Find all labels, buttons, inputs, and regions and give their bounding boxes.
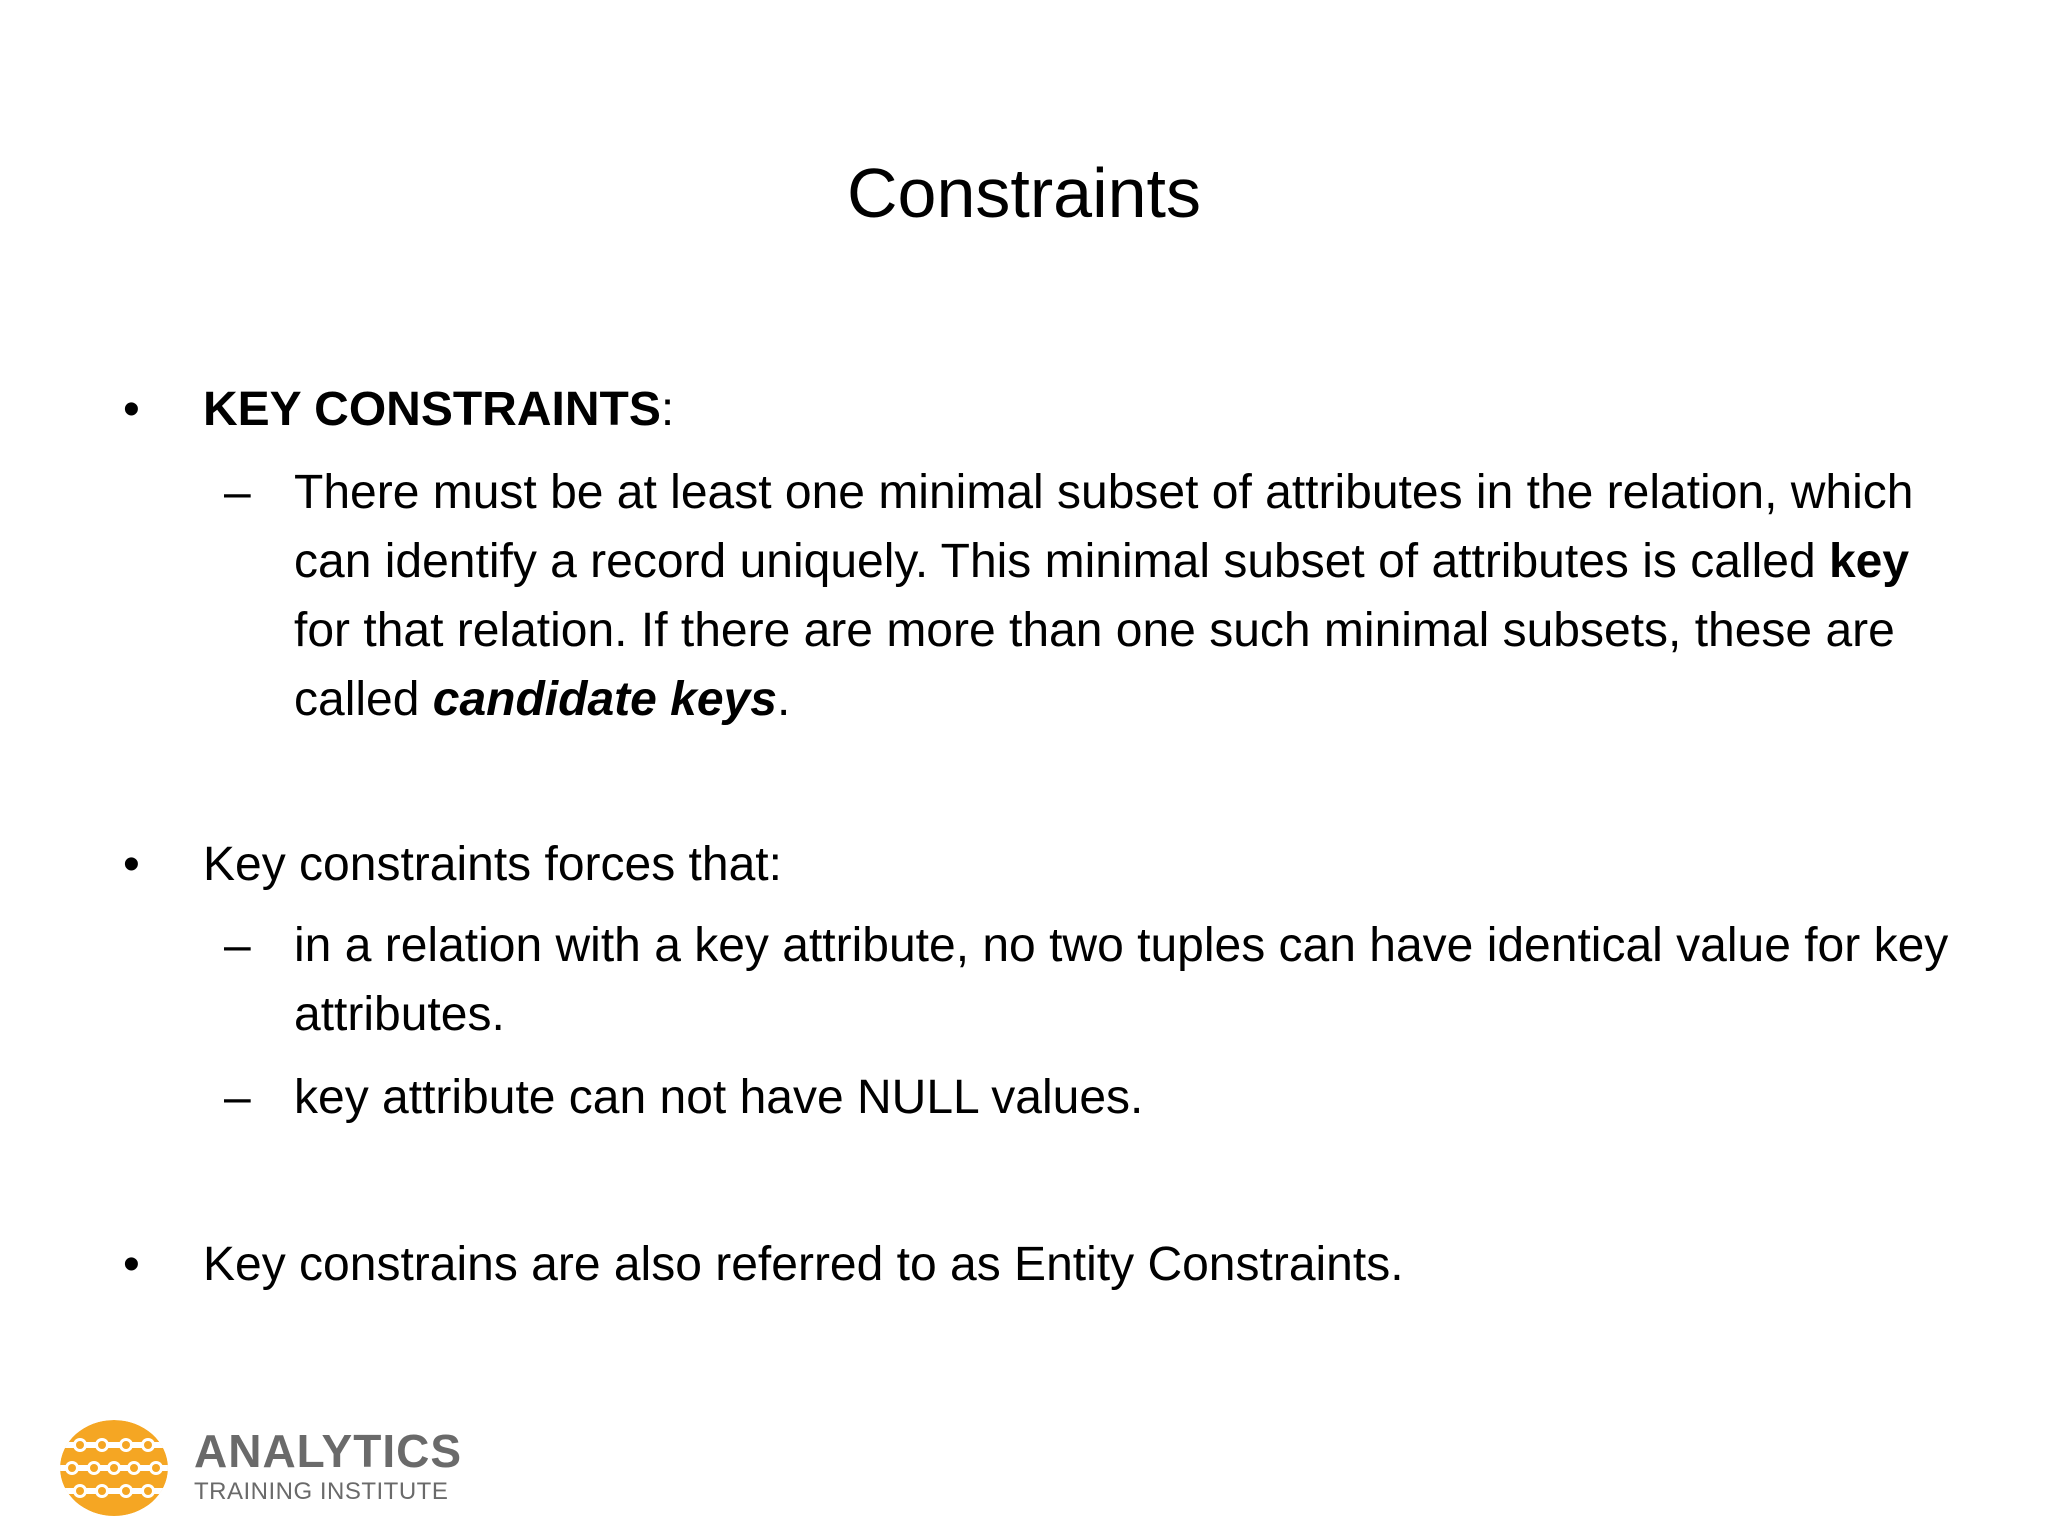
sub-bullet-text: key attribute can not have NULL values. [294, 1071, 1144, 1124]
dash-marker: – [224, 466, 251, 519]
sub-bullet-no-null [224, 1063, 1974, 1132]
logo-mark-icon [58, 1418, 170, 1518]
sub-bullet-text: in a relation with a key attribute, no two tuples can have identical value for key attributes. [294, 919, 1949, 1041]
bullet-dot: • [123, 838, 140, 891]
bullet-key-constraints [123, 375, 1943, 444]
bullet-key-constraints-forces [123, 830, 1943, 899]
term-key: key [1828, 535, 1910, 588]
bullet-text: Key constrains are also referred to as Entity Constraints. [203, 1238, 1404, 1291]
bullet-dot: • [123, 383, 140, 436]
bullet-text: Key constraints forces that: [203, 838, 782, 891]
definition-text-part2: for that relation. If there are more than one such minimal subsets, these are called [294, 604, 1895, 726]
term-candidate-keys: candidate keys [432, 673, 777, 726]
bullet-heading-suffix: : [660, 383, 675, 436]
slide-title: Constraints [846, 154, 1202, 232]
logo-tagline: TRAINING INSTITUTE [194, 1478, 449, 1505]
definition-text-part3: . [776, 673, 791, 726]
logo-name: ANALYTICS [194, 1425, 462, 1477]
sub-bullet-no-identical-tuples [224, 911, 1974, 1049]
sub-bullet-key-definition [224, 458, 1974, 734]
logo-wordmark [194, 1426, 494, 1516]
company-logo [58, 1418, 478, 1518]
bullet-entity-constraints [123, 1230, 1943, 1299]
bullet-heading: KEY CONSTRAINTS [203, 383, 661, 436]
dash-marker: – [224, 919, 251, 972]
bullet-dot: • [123, 1238, 140, 1291]
dash-marker: – [224, 1071, 251, 1124]
definition-text-part1: There must be at least one minimal subset of attributes in the relation, which can identify a record uniquely. This minimal subset of attributes is called [294, 466, 1914, 588]
